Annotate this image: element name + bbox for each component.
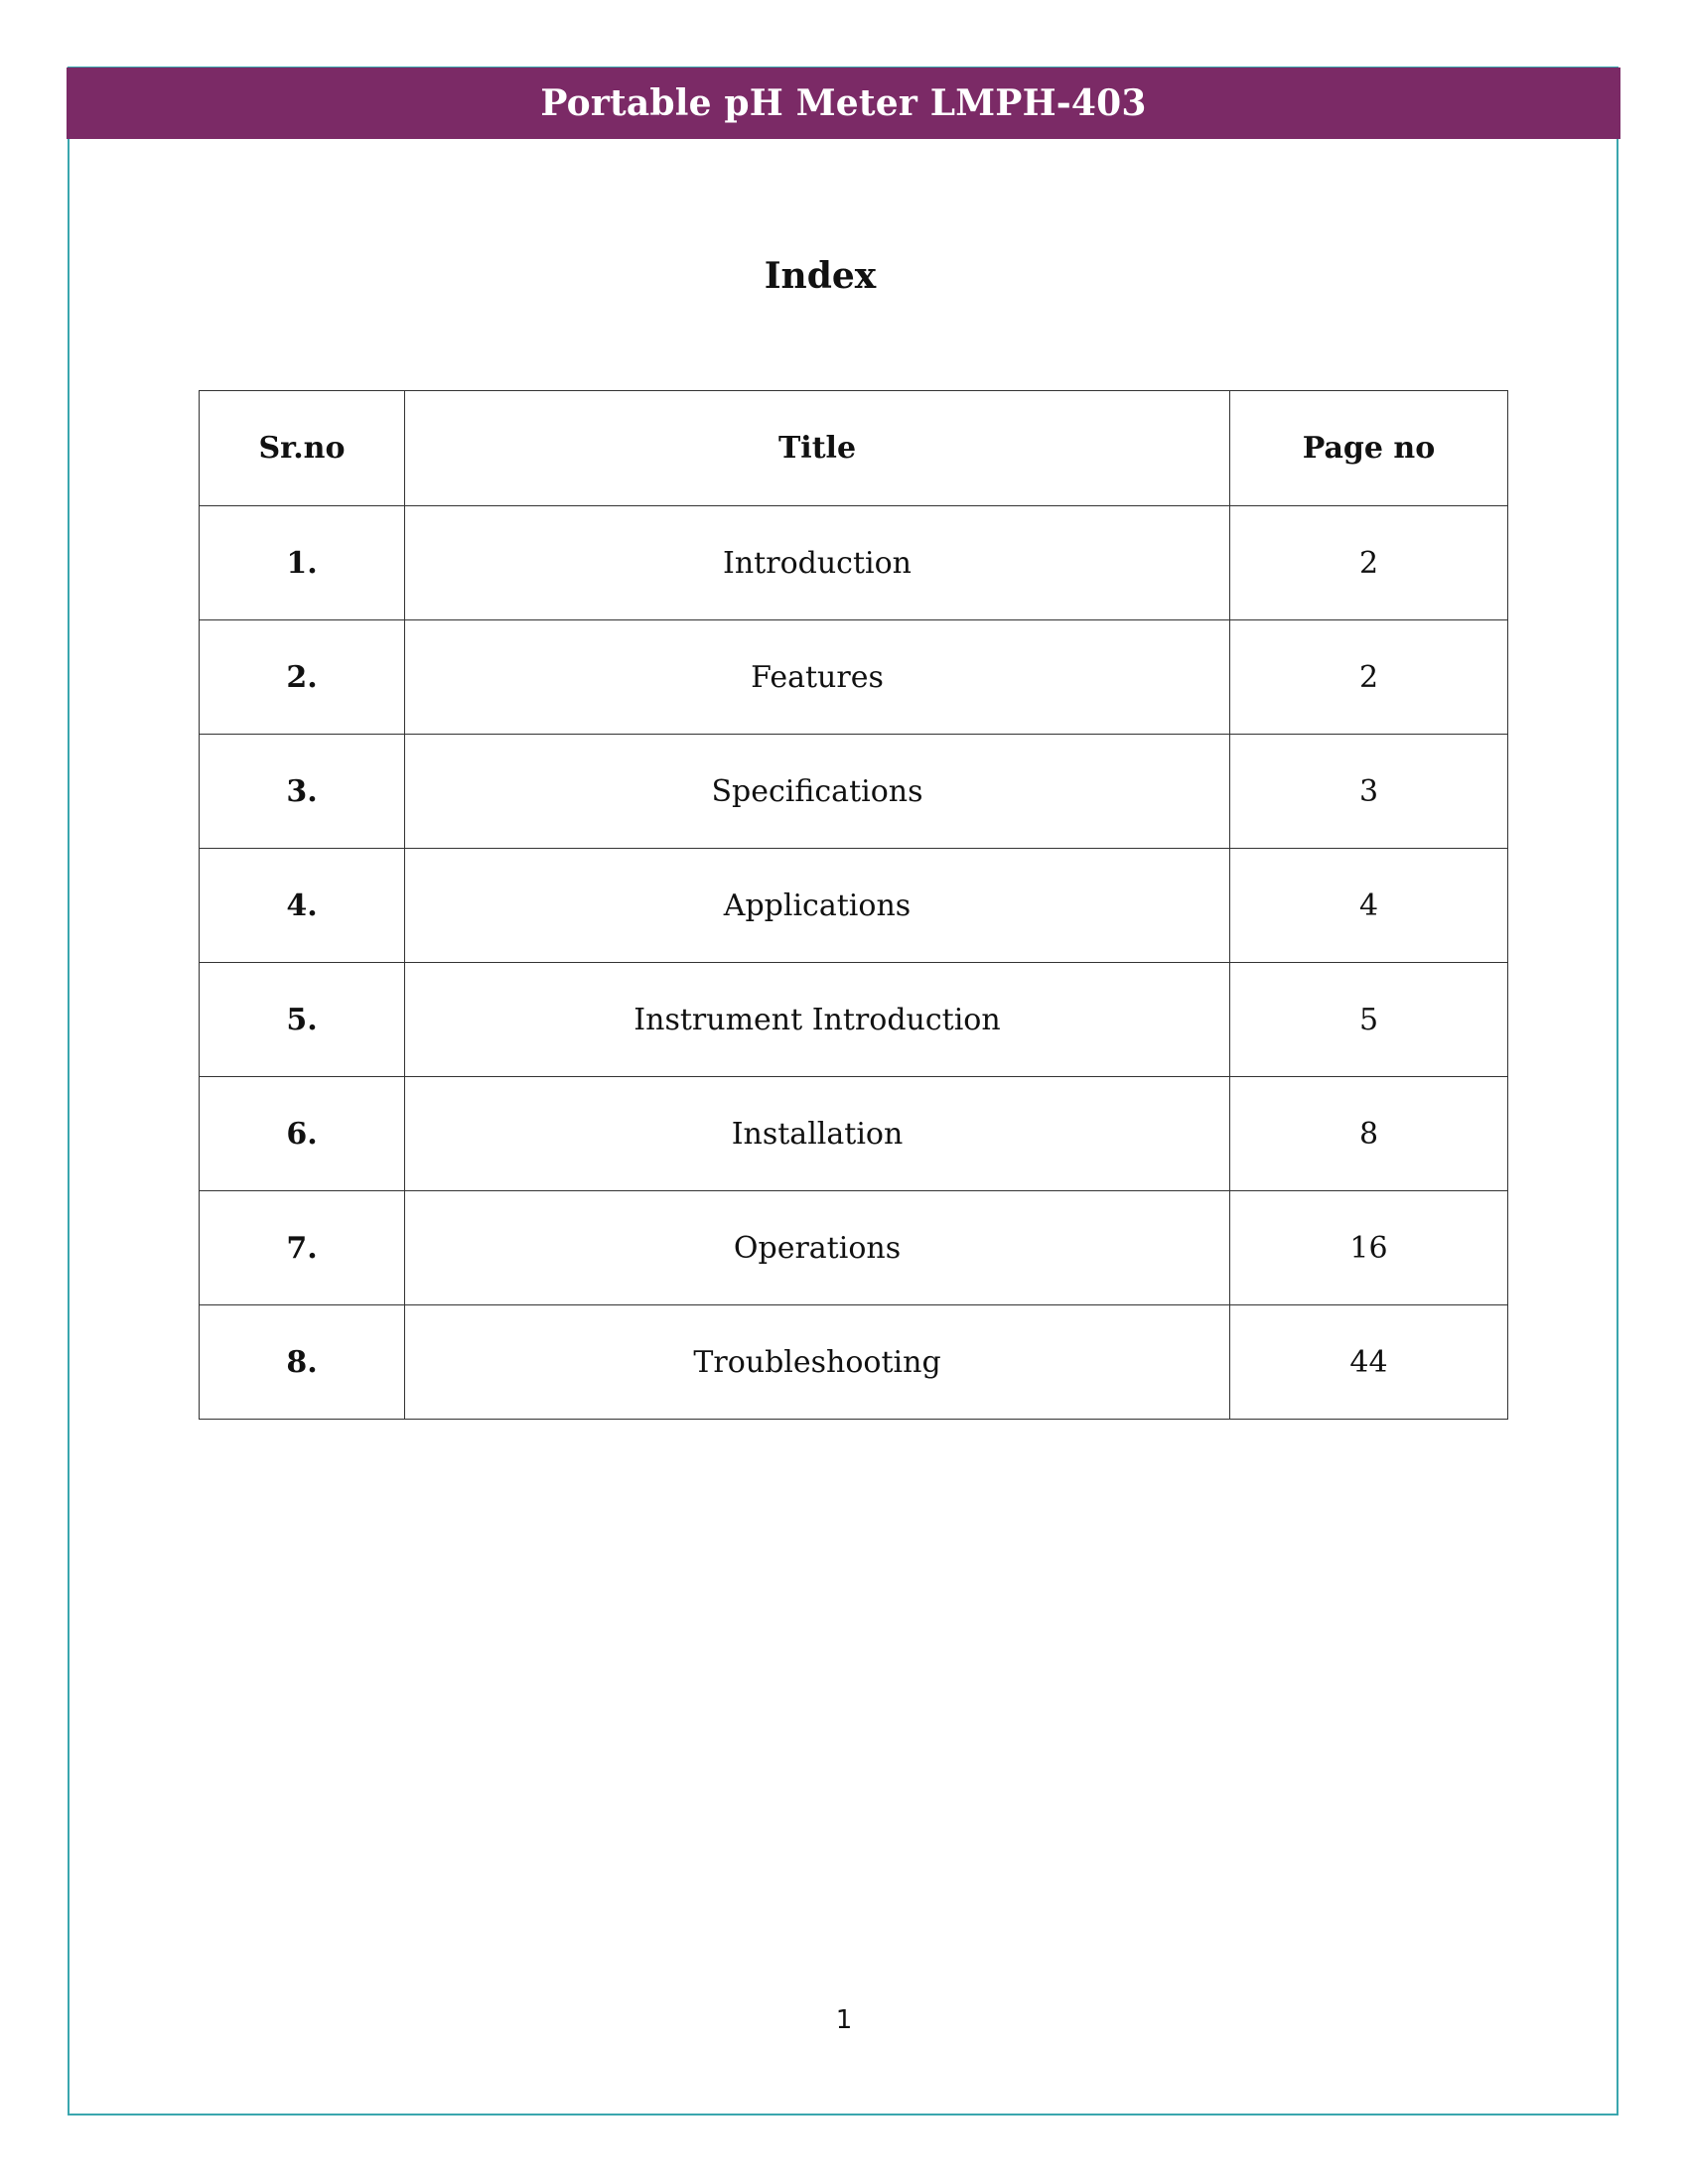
column-header-page-no: Page no [1230,391,1508,506]
row-title: Introduction [405,506,1230,620]
row-sr-no: 5. [200,963,405,1077]
table-row [200,1077,1508,1191]
table-row [200,849,1508,963]
row-page-no: 4 [1230,849,1508,963]
table-row [200,506,1508,620]
row-sr-no: 1. [200,506,405,620]
index-heading: Index [764,255,877,297]
row-page-no: 5 [1230,963,1508,1077]
row-page-no: 8 [1230,1077,1508,1191]
row-title: Troubleshooting [405,1305,1230,1420]
row-page-no: 16 [1230,1191,1508,1305]
row-title: Features [405,620,1230,735]
row-page-no: 2 [1230,620,1508,735]
table-row [200,1191,1508,1305]
table-row [200,963,1508,1077]
table-header-row [200,391,1508,506]
row-sr-no: 7. [200,1191,405,1305]
row-title: Instrument Introduction [405,963,1230,1077]
table-row [200,735,1508,849]
table-row [200,620,1508,735]
index-table [199,390,1508,1420]
table-row [200,1305,1508,1420]
header-bar [67,68,1620,139]
row-title: Specifications [405,735,1230,849]
row-page-no: 3 [1230,735,1508,849]
column-header-title: Title [405,391,1230,506]
document-title: Portable pH Meter LMPH-403 [540,82,1147,124]
row-title: Installation [405,1077,1230,1191]
page-number: 1 [835,2005,853,2035]
row-sr-no: 4. [200,849,405,963]
row-title: Applications [405,849,1230,963]
row-sr-no: 6. [200,1077,405,1191]
row-sr-no: 2. [200,620,405,735]
row-sr-no: 3. [200,735,405,849]
row-page-no: 2 [1230,506,1508,620]
row-page-no: 44 [1230,1305,1508,1420]
row-sr-no: 8. [200,1305,405,1420]
row-title: Operations [405,1191,1230,1305]
column-header-sr-no: Sr.no [200,391,405,506]
